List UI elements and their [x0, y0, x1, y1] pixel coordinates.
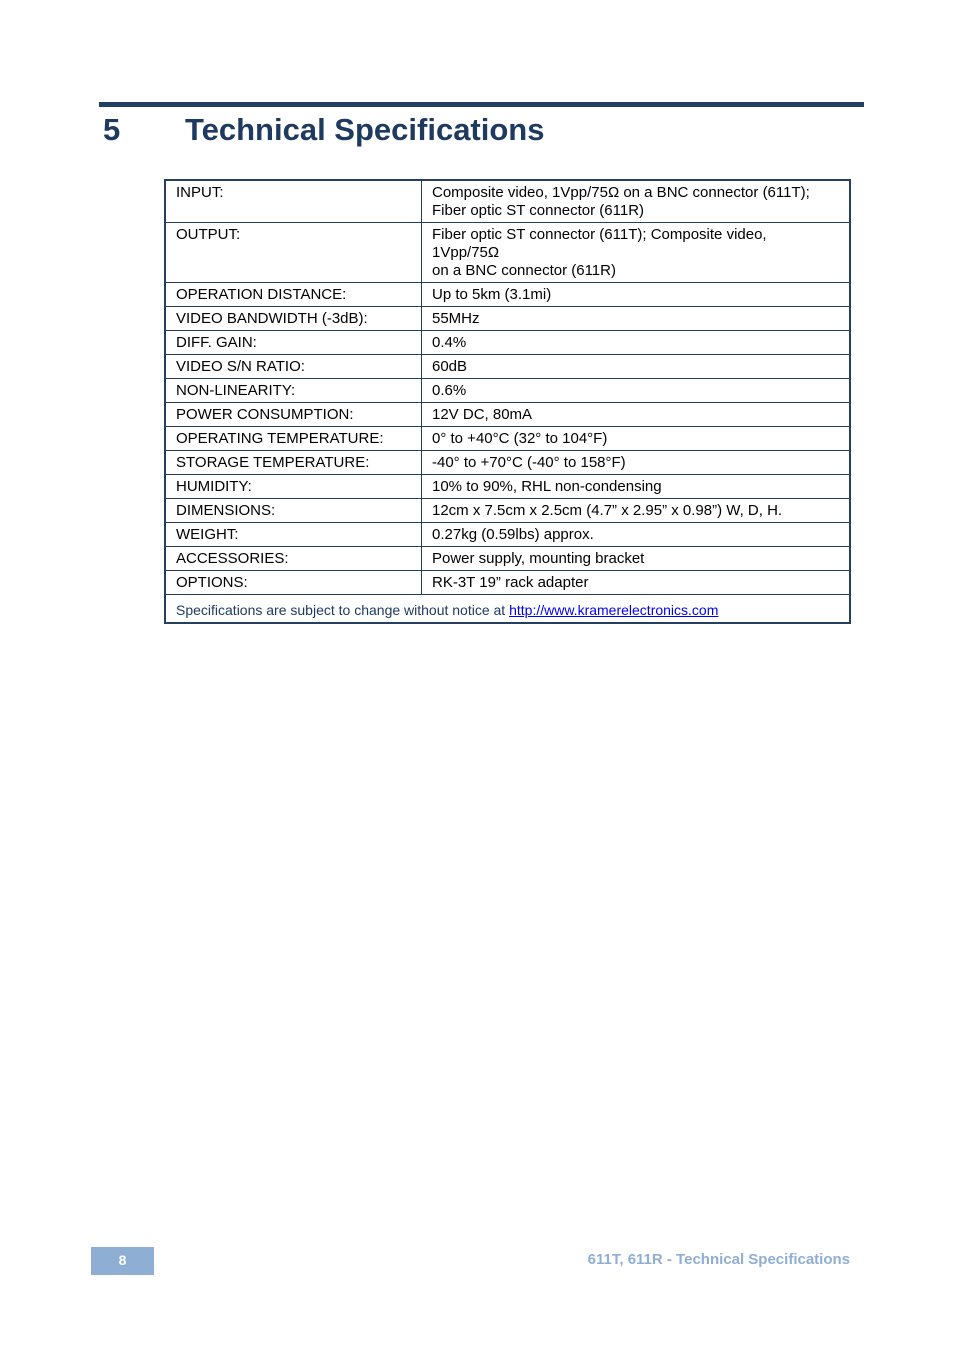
- spec-value: 0° to +40°C (32° to 104°F): [422, 427, 851, 451]
- spec-label: VIDEO BANDWIDTH (-3dB):: [165, 307, 422, 331]
- spec-label: INPUT:: [165, 180, 422, 223]
- spec-value: 10% to 90%, RHL non-condensing: [422, 475, 851, 499]
- spec-value: Composite video, 1Vpp/75Ω on a BNC connector (611T); Fiber optic ST connector (611R): [422, 180, 851, 223]
- spec-label: ACCESSORIES:: [165, 547, 422, 571]
- chapter-title: Technical Specifications: [185, 112, 545, 147]
- spec-label: WEIGHT:: [165, 523, 422, 547]
- spec-value: -40° to +70°C (-40° to 158°F): [422, 451, 851, 475]
- table-row: [165, 499, 850, 523]
- chapter-top-rule: [99, 102, 864, 107]
- spec-value: 0.6%: [422, 379, 851, 403]
- spec-label: POWER CONSUMPTION:: [165, 403, 422, 427]
- spec-label: STORAGE TEMPERATURE:: [165, 451, 422, 475]
- spec-label: DIMENSIONS:: [165, 499, 422, 523]
- spec-value: 55MHz: [422, 307, 851, 331]
- spec-label: DIFF. GAIN:: [165, 331, 422, 355]
- footer-title: 611T, 611R - Technical Specifications: [587, 1251, 850, 1268]
- kramer-website-link[interactable]: http://www.kramerelectronics.com: [509, 602, 719, 618]
- table-row: [165, 427, 850, 451]
- spec-label: NON-LINEARITY:: [165, 379, 422, 403]
- specifications-note-text: Specifications are subject to change without notice at: [176, 602, 510, 618]
- specifications-table: [164, 179, 851, 624]
- spec-label: VIDEO S/N RATIO:: [165, 355, 422, 379]
- table-row: [165, 547, 850, 571]
- table-row: [165, 523, 850, 547]
- table-row: [165, 571, 850, 595]
- spec-label: OPTIONS:: [165, 571, 422, 595]
- spec-value: RK-3T 19” rack adapter: [422, 571, 851, 595]
- table-row: [165, 307, 850, 331]
- spec-value: Power supply, mounting bracket: [422, 547, 851, 571]
- spec-label: HUMIDITY:: [165, 475, 422, 499]
- table-row: [165, 180, 850, 223]
- chapter-number: 5: [103, 112, 121, 147]
- table-row: [165, 451, 850, 475]
- spec-value: 0.4%: [422, 331, 851, 355]
- table-row: [165, 223, 850, 283]
- table-row: [165, 403, 850, 427]
- spec-value: 12cm x 7.5cm x 2.5cm (4.7” x 2.95” x 0.98”) W, D, H.: [422, 499, 851, 523]
- page-number: 8: [91, 1247, 154, 1275]
- spec-value: 60dB: [422, 355, 851, 379]
- spec-value: Fiber optic ST connector (611T); Composite video, 1Vpp/75Ω on a BNC connector (611R): [422, 223, 851, 283]
- specifications-note: [165, 595, 850, 624]
- table-row: [165, 331, 850, 355]
- table-row: [165, 355, 850, 379]
- table-footer-row: [165, 595, 850, 624]
- table-row: [165, 283, 850, 307]
- spec-value: 12V DC, 80mA: [422, 403, 851, 427]
- spec-value: 0.27kg (0.59lbs) approx.: [422, 523, 851, 547]
- spec-value: Up to 5km (3.1mi): [422, 283, 851, 307]
- spec-label: OPERATING TEMPERATURE:: [165, 427, 422, 451]
- chapter-heading: [99, 108, 864, 152]
- table-row: [165, 475, 850, 499]
- spec-label: OPERATION DISTANCE:: [165, 283, 422, 307]
- table-row: [165, 379, 850, 403]
- spec-label: OUTPUT:: [165, 223, 422, 283]
